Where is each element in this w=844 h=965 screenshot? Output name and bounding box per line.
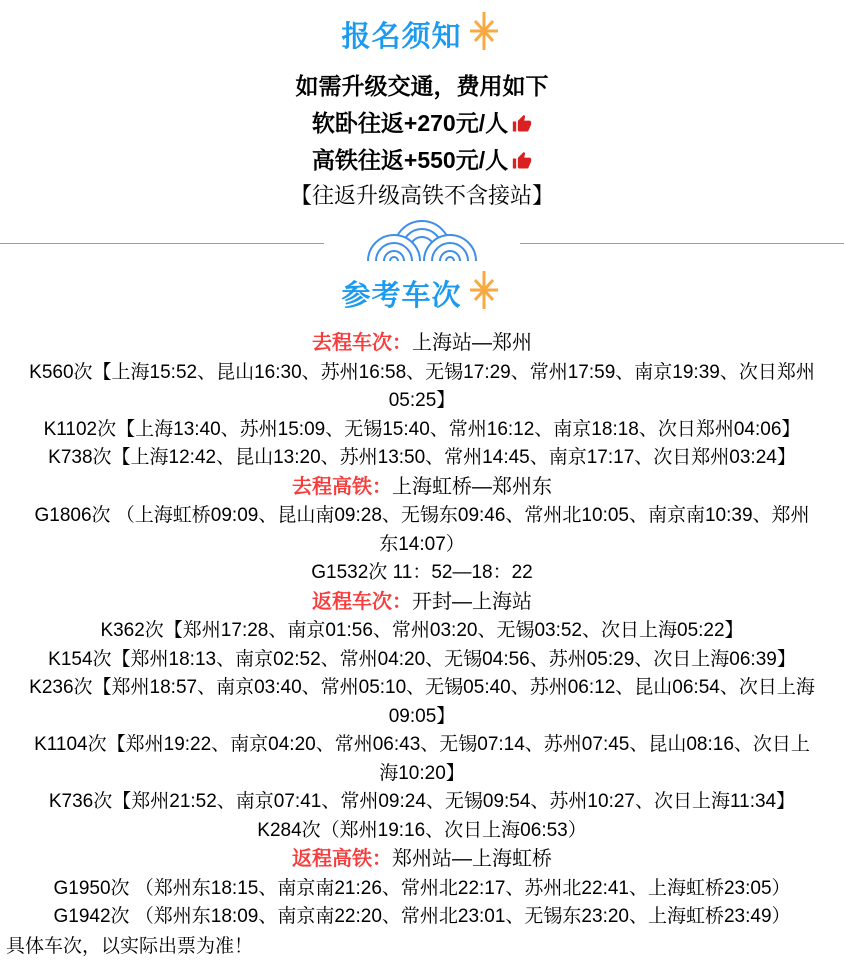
divider-line-right xyxy=(520,243,844,244)
section-header-row xyxy=(25,329,819,359)
soft-sleeper-text: 软卧往返+270元/人 xyxy=(311,110,509,136)
train-row: K362次【郑州17:28、南京01:56、常州03:20、无锡03:52、次日上海05:22】 xyxy=(100,620,744,641)
train-row: G1532次 11：52—18：22 xyxy=(311,562,533,583)
train-row: K738次【上海12:42、昆山13:20、苏州13:50、常州14:45、南京17:17、次日郑州03:24】 xyxy=(48,447,796,468)
cloud-ornament-icon xyxy=(352,211,492,263)
train-row: K1104次【郑州19:22、南京04:20、常州06:43、无锡07:14、苏州07:45、昆山08:16、次日上海10:20】 xyxy=(34,734,810,784)
thumbs-up-icon xyxy=(512,114,532,134)
notice-body xyxy=(0,68,844,213)
high-speed-text: 高铁往返+550元/人 xyxy=(311,147,509,173)
section-header-row xyxy=(25,845,819,875)
train-row: G1806次 （上海虹桥09:09、昆山南09:28、无锡东09:46、常州北10:05、南京南10:39、郑州东14:07） xyxy=(34,505,810,555)
route-label: 去程高铁： xyxy=(292,475,392,498)
route-text: 开封—上海站 xyxy=(412,590,532,613)
train-schedule-list xyxy=(25,329,819,932)
train-row: G1942次 （郑州东18:09、南京南22:20、常州北23:01、无锡东23:20、上海虹桥23:49） xyxy=(53,906,791,927)
section-header-row xyxy=(25,473,819,503)
route-text: 上海站—郑州 xyxy=(412,332,532,354)
route-text: 上海虹桥—郑州东 xyxy=(392,475,552,498)
train-row: K736次【郑州21:52、南京07:41、常州09:24、无锡09:54、苏州10:27、次日上海11:34】 xyxy=(48,791,796,812)
trains-title-text: 参考车次 xyxy=(341,279,462,312)
train-row: K154次【郑州18:13、南京02:52、常州04:20、无锡04:56、苏州05:29、次日上海06:39】 xyxy=(48,648,796,670)
route-text: 郑州站—上海虹桥 xyxy=(392,848,552,870)
train-row: K1102次【上海13:40、苏州15:09、无锡15:40、常州16:12、南京18:18、次日郑州04:06】 xyxy=(43,418,801,440)
train-row: K560次【上海15:52、昆山16:30、苏州16:58、无锡17:29、常州17:59、南京19:39、次日郑州05:25】 xyxy=(29,361,815,411)
notice-title-text: 报名须知 xyxy=(341,20,462,53)
disclaimer-text: 具体车次，以实际出票为准！ xyxy=(6,935,254,957)
soft-sleeper-line xyxy=(0,105,844,142)
high-speed-line xyxy=(0,142,844,179)
train-row: G1950次 （郑州东18:15、南京南21:26、常州北22:17、苏州北22:41、上海虹桥23:05） xyxy=(53,877,791,899)
thumbs-up-icon xyxy=(512,151,532,171)
trains-section-title xyxy=(0,271,844,315)
route-label: 返程车次： xyxy=(312,590,412,613)
upgrade-note: 【往返升级高铁不含接站】 xyxy=(289,183,554,208)
route-label: 去程车次： xyxy=(312,332,412,354)
route-label: 返程高铁： xyxy=(292,848,392,870)
upgrade-intro-line xyxy=(0,68,844,105)
train-row: K236次【郑州18:57、南京03:40、常州05:10、无锡05:40、苏州06:12、昆山06:54、次日上海09:05】 xyxy=(29,677,815,727)
section-header-row xyxy=(25,588,819,618)
starburst-icon xyxy=(465,10,503,52)
notice-section-title xyxy=(0,12,844,56)
divider-line-left xyxy=(0,243,324,244)
upgrade-intro-text: 如需升级交通，费用如下 xyxy=(295,73,549,99)
train-row: K284次（郑州19:16、次日上海06:53） xyxy=(257,819,587,841)
section-divider xyxy=(0,219,844,267)
starburst-icon xyxy=(465,269,503,311)
